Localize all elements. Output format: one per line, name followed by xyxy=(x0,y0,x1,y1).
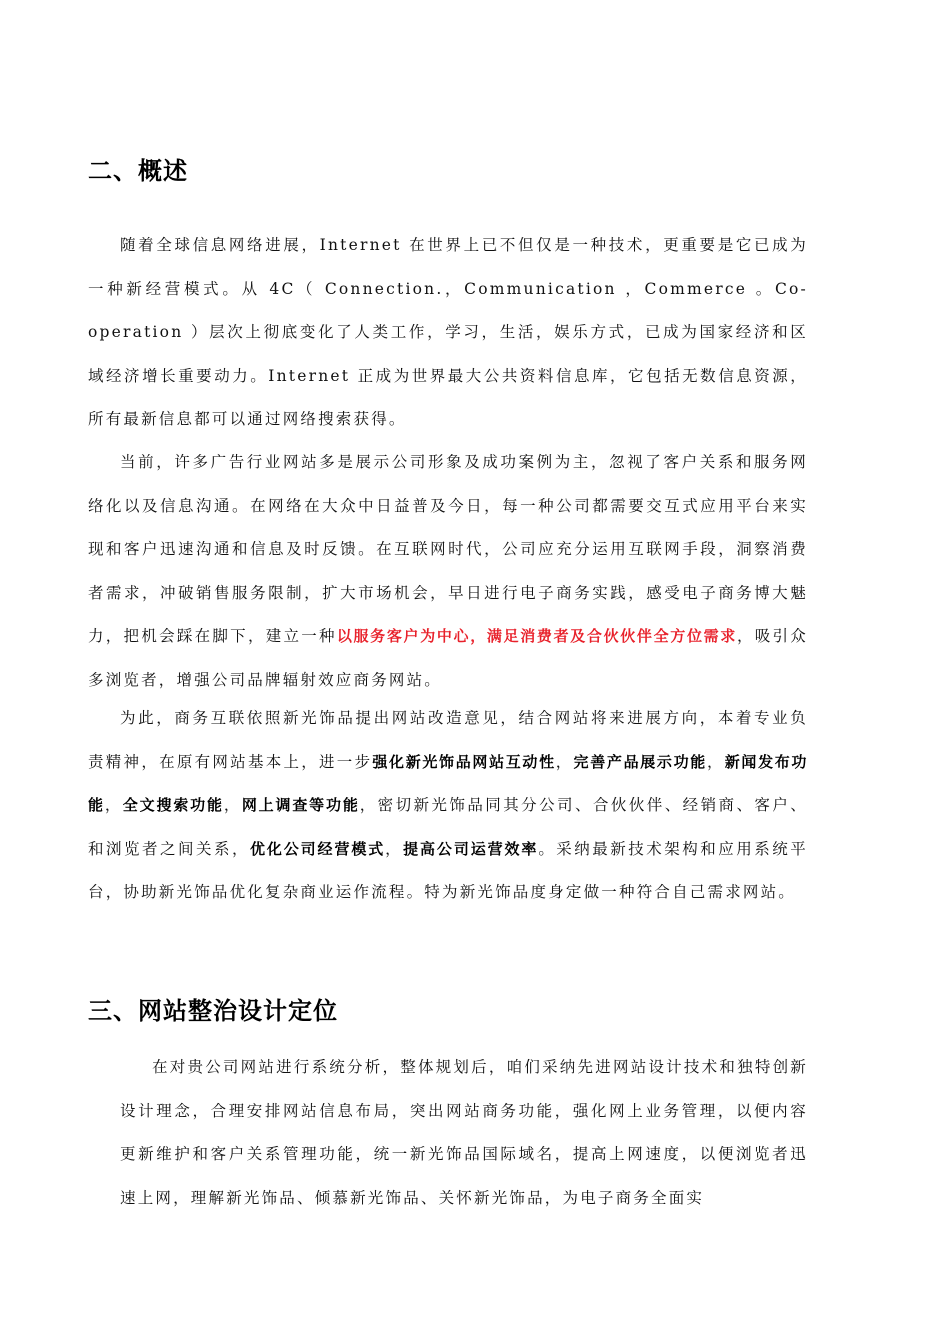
bold-phrase: 全文搜索功能 xyxy=(122,796,224,814)
paragraph-text: 。采纳最新技术架构和应用系统平台，协助新光饰品优化复杂商业运作流程。特为新光饰品度身定做一种符合自己需求网站。 xyxy=(88,839,808,901)
positioning-paragraph-1: 在对贵公司网站进行系统分析，整体规划后，咱们采纳先进网站设计技术和独特创新设计理念，合理安排网站信息布局，突出网站商务功能，强化网上业务管理，以便内容更新维护和客户关系管理功能，统一新光饰品国际域名，提高上网速度，以便浏览者迅速上网，理解新光饰品、倾慕新光饰品、关怀新光饰品，为电子商务全面实 xyxy=(120,1058,808,1207)
paragraph-text: ，吸引众多浏览者，增强公司品牌辐射效应商务网站。 xyxy=(88,627,808,689)
separator: ， xyxy=(706,752,725,771)
separator: ， xyxy=(555,752,574,771)
bold-phrase: 完善产品展示功能 xyxy=(573,752,707,771)
bold-phrase: 新闻发布功能 xyxy=(88,752,809,814)
overview-paragraph-3 xyxy=(88,697,808,915)
bold-phrase: 强化新光饰品网站互动性 xyxy=(372,752,556,771)
bold-phrase: 提高公司运营效率 xyxy=(403,839,539,858)
separator: ， xyxy=(223,796,242,814)
overview-paragraph-1: 随着全球信息网络进展，Internet 在世界上已不但仅是一种技术，更重要是它已成为一种新经营模式。从 4C（ Connection.，Communication ，Commerce 。Co-operation ）层次上彻底变化了人类工作，学习，生活，娱乐方式，已成为国家经济和区域经济增长重要动力。Internet 正成为世界最大公共资料信息库，它包括无数信息资源，所有最新信息都可以通过网络搜索获得。 xyxy=(88,236,808,428)
section-heading-site-positioning: 三、网站整治设计定位 xyxy=(88,997,338,1025)
section-heading-overview: 二、概述 xyxy=(88,157,188,185)
paragraph-text: 当前，许多广告行业网站多是展示公司形象及成功案例为主，忽视了客户关系和服务网络化以及信息沟通。在网络在大众中日益普及今日，每一种公司都需要交互式应用平台来实现和客户迅速沟通和信息及时反馈。在互联网时代，公司应充分运用互联网手段，洞察消费者需求，冲破销售服务限制，扩大市场机会，早日进行电子商务实践，感受电子商务博大魅力，把机会踩在脚下，建立一种 xyxy=(88,453,808,645)
separator: ， xyxy=(104,796,123,814)
overview-paragraph-2 xyxy=(88,441,808,702)
bold-phrase: 网上调查等功能 xyxy=(241,796,360,814)
paragraph-text: ，密切新光饰品同其分公司、合伙伙伴、经销商、客户、和浏览者之间关系， xyxy=(88,796,808,858)
separator: ， xyxy=(385,839,404,858)
paragraph-text: 为此，商务互联依照新光饰品提出网站改造意见，结合网站将来进展方向，本着专业负责精神，在原有网站基本上，进一步 xyxy=(88,709,808,771)
highlighted-red-text: 以服务客户为中心，满足消费者及合伙伙伴全方位需求 xyxy=(336,627,737,645)
bold-phrase: 优化公司经营模式 xyxy=(249,839,386,858)
